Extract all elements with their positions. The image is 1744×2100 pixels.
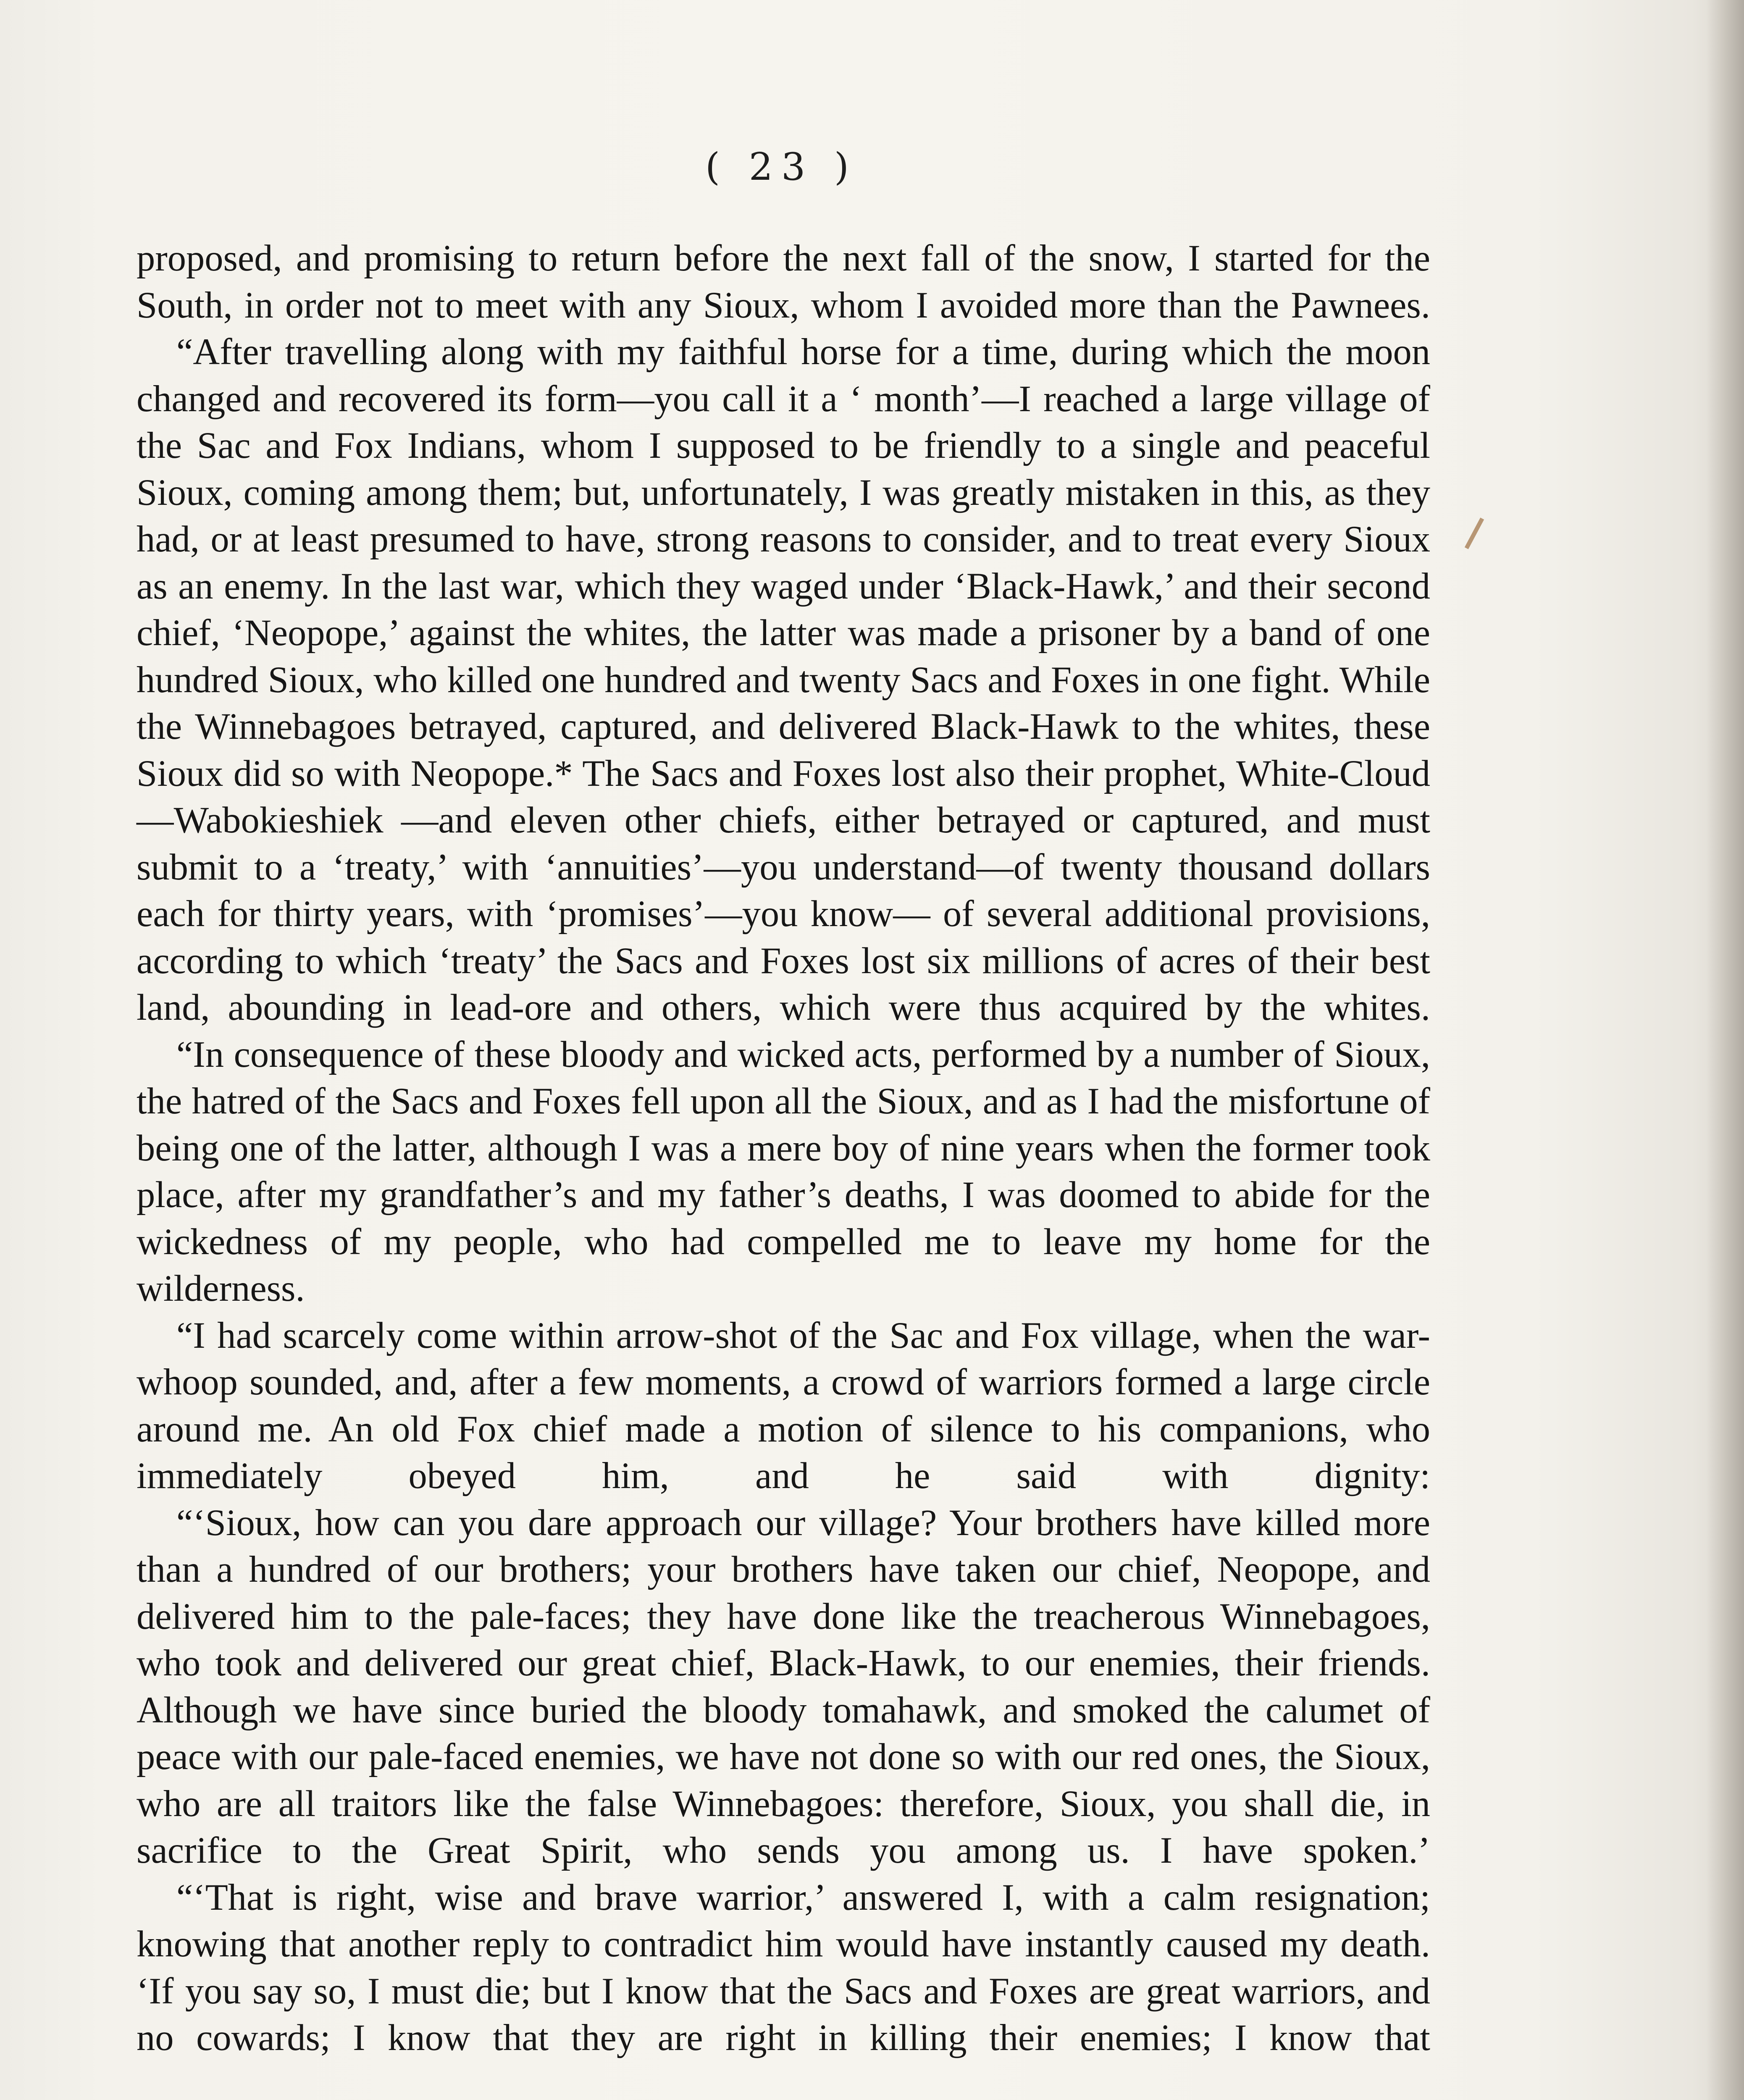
paragraph-6: “‘That is right, wise and brave warrior,’ answered I, with a calm resignation; knowing that another reply to contradict him would have instantly caused my death. ‘If you say so, I must die; but I know that the Sacs and Foxes are great warriors, and no cowards; I know that they are right in killing their enemies; I know that (137, 1877, 1430, 2058)
ink-mark (1465, 517, 1484, 549)
body-text (137, 235, 1430, 2062)
page-number: ( 23 ) (705, 145, 857, 189)
page-edge-shadow (1706, 0, 1744, 2100)
paragraph-4: “I had scarcely come within arrow-shot of the Sac and Fox village, when the war-whoop sounded, and, after a few moments, a crowd of warriors formed a large circle around me. An old Fox chief made a motion of silence to his companions, who immediately obeyed him, and he said with dignity: (137, 1315, 1430, 1496)
paragraph-1: proposed, and promising to return before the next fall of the snow, I started for the South, in order not to meet with any Sioux, whom I avoided more than the Pawnees. (137, 238, 1430, 326)
paragraph-2: “After travelling along with my faithful horse for a time, during which the moon changed and recovered its form—you call it a ‘ month’—I reached a large village of the Sac and Fox Indians, whom I supposed to be friendly to a single and peaceful Sioux, coming among them; but, unfortunately, I was greatly mistaken in this, as they had, or at least presumed to have, strong reasons to consider, and to treat every Sioux as an enemy. In the last war, which they waged under ‘Black-Hawk,’ and their second chief, ‘Neopope,’ against the whites, the latter was made a prisoner by a band of one hundred Sioux, who killed one hundred and twenty Sacs and Foxes in one fight. While the Winnebagoes betrayed, captured, and delivered Black-Hawk to the whites, these Sioux did so with Neopope.* The Sacs and Foxes lost also their prophet, White-Cloud—Wabokieshiek —and eleven other chiefs, either betrayed or captured, and must submit to a ‘treaty,’ with ‘annuities’—you understand—of twenty thousand dollars each for thirty years, with ‘promises’—you know— of several additional provisions, according to which ‘treaty’ the Sacs and Foxes lost six millions of acres of their best land, abounding in lead-ore and others, which were thus acquired by the whites. (137, 331, 1430, 1028)
paragraph-5: “‘Sioux, how can you dare approach our village? Your brothers have killed more than a hundred of our brothers; your brothers have taken our chief, Neopope, and delivered him to the pale-faces; they have done like the treacherous Winnebagoes, who took and delivered our great chief, Black-Hawk, to our enemies, their friends. Although we have since buried the bloody tomahawk, and smoked the calumet of peace with our pale-faced enemies, we have not done so with our red ones, the Sioux, who are all traitors like the false Winnebagoes: therefore, Sioux, you shall die, in sacrifice to the Great Spirit, who sends you among us. I have spoken.’ (137, 1502, 1430, 1871)
paragraph-3: “In consequence of these bloody and wicked acts, performed by a number of Sioux, the hatred of the Sacs and Foxes fell upon all the Sioux, and as I had the misfortune of being one of the latter, although I was a mere boy of nine years when the former took place, after my grandfather’s and my father’s deaths, I was doomed to abide for the wickedness of my people, who had compelled me to leave my home for the wilderness. (137, 1034, 1430, 1309)
